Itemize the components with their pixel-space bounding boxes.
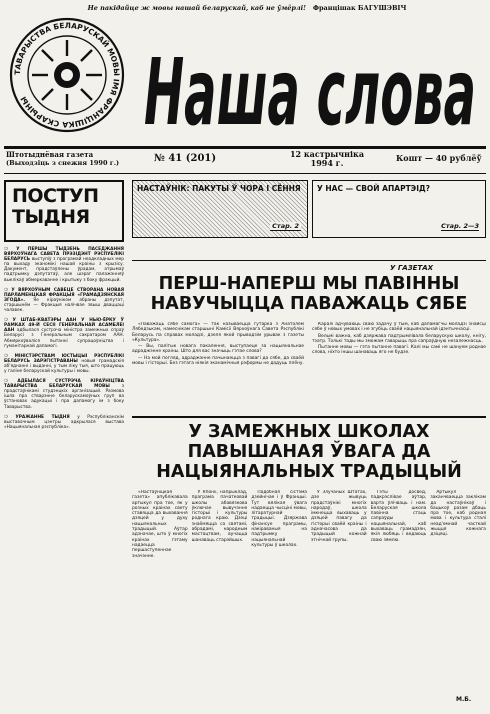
brief-lead: У ШТАБ-КВАТЭРЫ ААН У НЬЮ-ЁРКУ Ў РАМКАХ 49-Й СЕСІІ ГЕНЕРАЛЬНАЙ АСАМБЛЕІ ААН [4,318,124,334]
brief-item [4,288,124,313]
article1-column-1 [132,322,304,414]
article2-column [192,490,248,708]
motto-text: Не пакідайце ж мовы нашай беларускай, каб не ўмёрлі! [87,4,307,12]
society-seal-logo [8,16,126,134]
issue-frequency-block [6,150,136,168]
bullet-icon: ❍ [4,414,16,420]
article1-headline [132,274,486,314]
brief-lead: МІНІСТЭРСТВАМ ЮСТЫЦЫІ РЭСПУБЛІКІ БЕЛАРУСЬ ЗАРЭГІСТРАВАНЫ [4,353,124,364]
brief-body: у Рэспубліканскім выставачным цэнтры адкрылася выстава «Нацыянальная рэспубліка». [4,414,124,430]
teaser-page-link[interactable]: Стар. 2 [272,222,299,230]
bullet-icon: ❍ [4,353,15,359]
paragraph: — Вы, палітык новага пакалення, выступаеце за нацыянальнае адраджэнне краіны. Што для вас значыць гэтае слова? [132,344,304,355]
masthead-title-text: Наша слова [144,40,476,136]
brief-body: новыя грамадскія аб'яднанні і выданні, у тым ліку тыя, што працуюць у галіне беларускай культуры і мовы. [4,358,124,374]
article2-column [251,490,307,708]
brief-item [4,318,124,349]
article2-signature: М.Б. [456,696,472,703]
masthead-title [140,40,480,136]
motto [62,4,432,12]
section-label: У ГАЗЕТАХ [390,264,434,272]
brief-body: Яе кіраўніком абраны дэпутат, старшынём — Фракцыя налічвае звыш дваццаці чалавек. [4,297,124,314]
paragraph: «Настаўніцкая газета» апублікавала артыкул пра тое, як у розных краінах свету ставяцца да выхавання дзяцей у духу нацыянальных традыцый. Аўтар адзначае, што ў многіх краінах гэтаму надаецца першаступеннае значэнне. [132,490,188,559]
sun-emblem-icon [32,40,102,110]
article2-headline-line1: У ЗАМЕЖНЫХ ШКОЛАХ [188,422,430,442]
info-rule [4,173,486,174]
teaser-box-teacher[interactable] [132,180,308,238]
paragraph: Пытанне мовы — гэта пытанне павагі. Калі мы самі не шануем роднае слова, ніхто іншы шанаваць яго не будзе. [312,345,486,356]
weekly-briefs-column [4,180,124,710]
teaser-title: НАСТАЎНІК: ПАКУТЫ Ў ЧОРА І СЁННЯ [137,184,301,193]
article2-headline [132,422,486,482]
issue-price: Кошт — 40 рублёў [396,153,482,163]
teaser-page-link[interactable]: Стар. 2—3 [441,222,479,230]
teaser-box-apartheid[interactable] [312,180,486,238]
issue-number: № 41 (201) [154,153,217,164]
issue-frequency: Штотыднёвая газета [6,150,94,159]
brief-lead: У ПЕРШЫ ТЫДЗЕНЬ ПАСЕДЖАННЯ ВЯРХОЎНАГА САВЕТА ПРЭЗІДЭНТ РЭСПУБЛІКІ БЕЛАРУСЬ [4,247,124,263]
paragraph: Гэты досвед, падкрэслівае аўтар, варта ўлічваць і нам. Беларуская школа павінна стаць сапраўды нацыянальнай, каб выхаваць грамадзян, якія любяць і ведаюць сваю зямлю. [370,490,427,543]
brief-lead: УРАЖАННЕ ТЫДНЯ [15,414,78,420]
seal-text: ТАВАРЫСТВА БЕЛАРУСКАЙ МОВЫ ІМЯ ФРАНЦІШКА СКАРЫНЫ [12,20,122,130]
brief-item [4,247,124,283]
teaser-title: У НАС — СВОЙ АПАРТЭІД? [317,184,431,193]
briefs-list [4,247,124,430]
issue-date-line1: 12 кастрычніка [289,149,365,159]
article1-top-rule [132,260,486,261]
brief-item [4,354,124,374]
paragraph: Вельмі важна, каб дзяржава падтрымлівала беларускую школу, кнігу, тэатр. Толькі тады мы зможам гаварыць пра сапраўдную незалежнасць. [312,333,486,344]
brief-lead: У ВЯРХОЎНЫМ САВЕЦЕ СТВОРАНА НОВАЯ ПАРЛАМЕНЦКАЯ ФРАКЦЫЯ «ГРАМАДЗЯНСКАЯ ЗГОДА». [4,287,124,303]
article1-headline-line2: НАВУЧЫЦЦА ПАВАЖАЦЬ СЯБЕ [150,294,468,314]
motto-author: Францішак БАГУШЭВІЧ [312,4,407,12]
article2-column [132,490,188,708]
brief-body: выступіў з праграмай неадкладных мер па выхаду эканомікі нашай краіны з крызісу. Дакумент, прадстаўлены ўрадам, атрымаў падтрымку дэпутатаў, але шэраг палажэнняў выклікаў абмеркаванне і крытыку з боку фракцый. [4,257,124,283]
article2-top-rule [132,416,486,418]
brief-item [4,415,124,430]
issue-since: (Выходзіць з снежня 1990 г.) [6,159,120,167]
paragraph: Каралі адчуваюць сваю задачу ў тым, каб дапамагчы моладзі знайсці сябе ў новых умовах і не згубіць сваёй нацыянальнай ідэнтычнасці. [312,322,486,333]
weekly-briefs-title-line2: ТЫДНЯ [12,206,90,228]
paragraph: Артыкул заканчваецца заклікам да настаўнікаў і бацькоў разам дбаць пра тое, каб родная мова і культура сталі неад'емнай часткай жыцця кожнага дзіцяці. [430,490,486,538]
article2-column [430,490,486,694]
bullet-icon: ❍ [4,247,17,252]
weekly-briefs-title-line1: ПОСТУП [12,185,99,207]
masthead-rule [4,146,486,149]
brief-lead: АДБЫЛАСЯ СУСТРЭЧА КІРАЎНІЦТВА ТАВАРЫСТВА БЕЛАРУСКАЙ МОВЫ [4,379,124,390]
issue-date-block [282,150,372,168]
paragraph: У Японіі, напрыклад, праграма пачатковай школы абавязкова ўключае вывучэнне гісторыі і культуры роднага краю. Дзеці знаёмяцца са святамі, абрадамі, народным мастацтвам, вучацца шанаваць старэйшых. [191,490,248,543]
article1-column-2 [312,322,486,414]
article1-headline-line1: ПЕРШ-НАПЕРШ МЫ ПАВІННЫ [158,274,460,294]
bullet-icon: ❍ [4,379,18,385]
article2-column [371,490,427,708]
weekly-briefs-header [4,180,124,242]
brief-body: адбылася сустрэча міністра замежных спраў Беларусі з Генеральным сакратаром ААН. Абмяркоўваліся пытанні супрацоўніцтва і гуманітарнай дапамогі. [4,328,124,349]
issue-date-line2: 1994 г. [310,158,344,168]
bullet-icon: ❍ [4,318,13,324]
paragraph: У Злучаных Штатах, дзе жывуць прадстаўнікі многіх народаў, школа імкнецца выхаваць у дзяцей павагу да гісторыі сваёй краіны і адначасова да традыцый кожнай этнічнай групы. [311,490,367,543]
bullet-icon: ❍ [4,287,12,293]
brief-body: з прадстаўнікамі студэнцкіх арганізацый. Размова ішла пра стварэнне беларускамоўных груп ва ўстановах адукацыі і пра дапамогу ім з боку Таварыства. [4,384,124,410]
paragraph: «Паважаць сябе самога» — так называецца гутарка з Анатолем Лябедзькам, намеснікам старшыні Камісіі Вярхоўнага Савета Рэспублікі Беларусь па справах моладзі, дзеля якой прыводзім урывак з газеты «Культура». [132,322,304,343]
brief-item [4,379,124,410]
paragraph: Падобная сістэма дзейнічае і ў Францыі. Тут вялікая ўвага надаецца чысціні мовы, літаратурнай традыцыі. Дзяржава фінансуе праграмы, накіраваныя на падтрымку нацыянальнай культуры ў школах. [251,490,307,548]
article2-column [311,490,367,708]
article2-headline-line2: ПАВЫШАНАЯ ЎВАГА ДА [187,442,431,462]
article2-headline-line3: НАЦЫЯНАЛЬНЫХ ТРАДЫЦЫЙ [156,462,462,482]
paragraph: — На мой погляд, адраджэнне пачынаецца з павагі да сябе, да сваёй мовы і гісторыі. Без гэтага ніякія эканамічныя рэформы не дадуць плёну. [132,355,304,367]
